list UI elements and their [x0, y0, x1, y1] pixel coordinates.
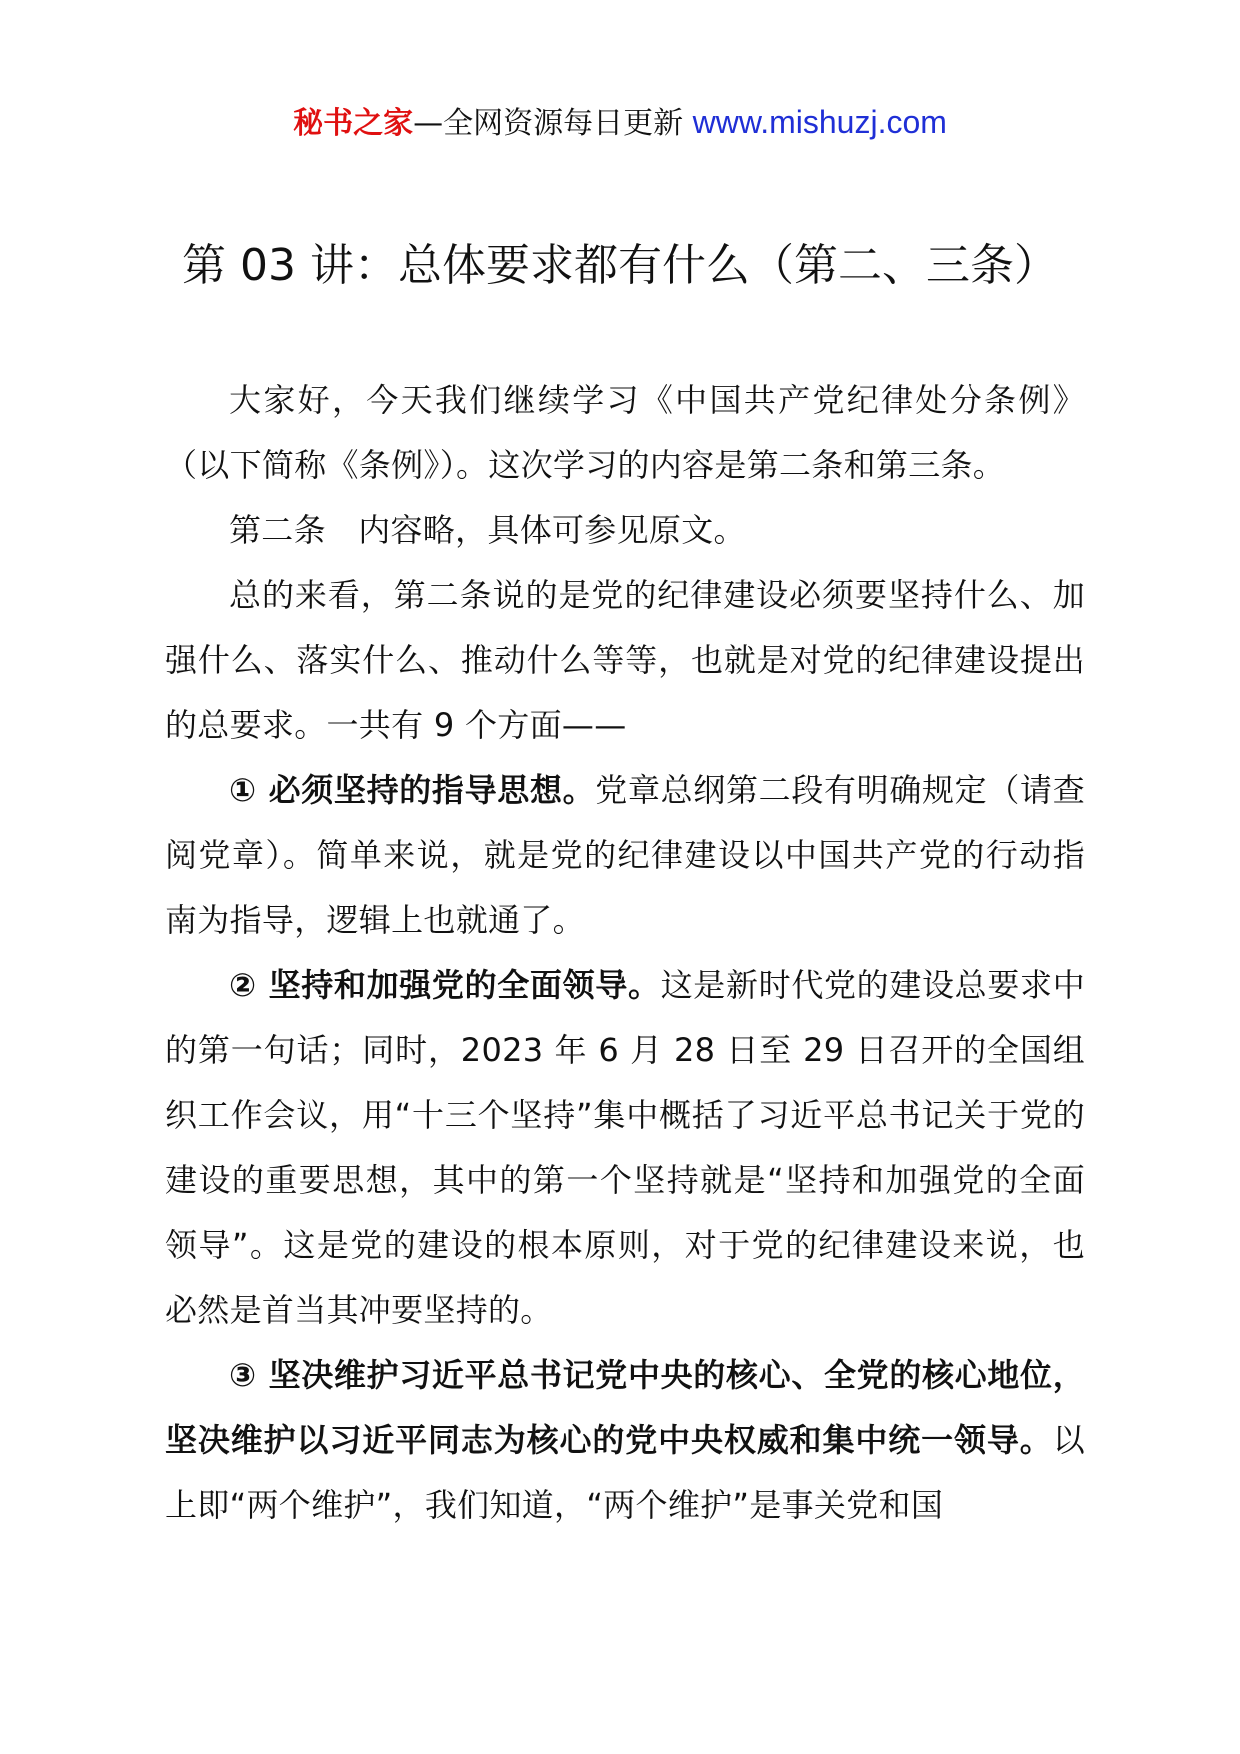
site-header — [0, 100, 1240, 146]
list-item-2 — [165, 953, 1085, 1343]
list-item-3-heading: ③ 坚决维护习近平总书记党中央的核心、全党的核心地位，坚决维护以习近平同志为核心的党中央权威和集中统一领导。 — [165, 1356, 1085, 1459]
document-body — [165, 368, 1085, 1538]
list-item-1 — [165, 758, 1085, 953]
list-item-2-text: 这是新时代党的建设总要求中的第一句话；同时，2023 年 6 月 28 日至 29 日召开的全国组织工作会议，用“十三个坚持”集中概括了习近平总书记关于党的建设的重要思想，其中的第一个坚持就是“坚持和加强党的全面领导”。这是党的建设的根本原则，对于党的纪律建设来说，也必然是首当其冲要坚持的。 — [165, 966, 1085, 1329]
list-item-3 — [165, 1343, 1085, 1538]
list-item-3-text: 以上即“两个维护”，我们知道，“两个维护”是事关党和国 — [165, 1421, 1085, 1524]
site-tagline: —全网资源每日更新 — [413, 106, 693, 141]
paragraph-overview: 总的来看，第二条说的是党的纪律建设必须要坚持什么、加强什么、落实什么、推动什么等等，也就是对党的纪律建设提出的总要求。一共有 9 个方面—— — [165, 576, 1085, 744]
paragraph-article-two: 第二条 内容略，具体可参见原文。 — [229, 511, 746, 549]
site-url[interactable]: www.mishuzj.com — [692, 104, 947, 140]
list-item-2-heading: ② 坚持和加强党的全面领导。 — [229, 966, 661, 1004]
document-title: 第 03 讲：总体要求都有什么（第二、三条） — [182, 240, 1058, 291]
list-item-1-heading: ① 必须坚持的指导思想。 — [229, 771, 596, 809]
paragraph-intro: 大家好，今天我们继续学习《中国共产党纪律处分条例》（以下简称《条例》）。这次学习的内容是第二条和第三条。 — [165, 381, 1085, 484]
site-brand: 秘书之家 — [293, 106, 414, 141]
list-item-1-text: 党章总纲第二段有明确规定（请查阅党章）。简单来说，就是党的纪律建设以中国共产党的行动指南为指导，逻辑上也就通了。 — [165, 771, 1085, 939]
